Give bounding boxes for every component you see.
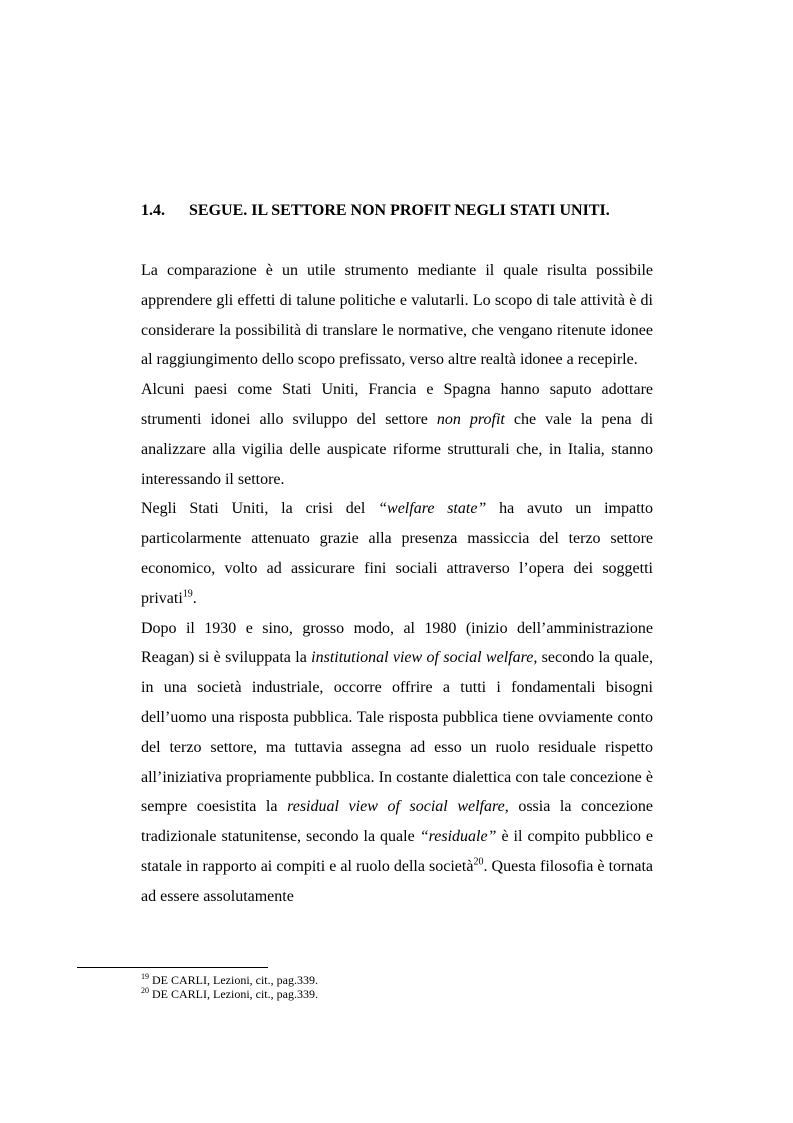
paragraph-4-text-b: secondo la quale, in una società industriale, occorre offrire a tutti i fondamentali bisogni dell’uomo una risposta pubblica. Tale risposta pubblica tiene ovviamente conto del terzo settore, ma tuttavia assegna ad esso un ruolo residuale rispetto all’iniziativa propriamente pubblica. In costante dialettica con tale concezione è sempre coesistita la [141,649,654,816]
footnote-19 [141,973,641,987]
paragraph-2-italic: non profit [436,410,505,428]
paragraph-2-text-a: Alcuni paesi come Stati Uniti, Francia e Spagna hanno saputo adottare strumenti idonei allo sviluppo del settore [141,381,653,428]
section-heading [141,200,661,222]
paragraph-2-text-b: che vale la pena di analizzare alla vigilia delle auspicate riforme strutturali che, in Italia, stanno interessando il settore. [141,410,654,488]
paragraph-4-italic-2: residual view of social welfare [287,798,505,816]
paragraph-3-text-a: Negli Stati Uniti, la crisi del [141,500,379,518]
body-text [141,256,653,912]
footnote-20 [141,987,641,1001]
footnote-ref-19[interactable]: 19 [182,588,193,600]
footnote-text: DE CARLI, Lezioni, cit., pag.339. [152,973,318,987]
paragraph-4 [141,614,653,912]
paragraph-4-italic-3: “residuale” [419,828,497,846]
paragraph-2 [141,375,653,494]
section-number: 1.4. [141,202,165,219]
footnotes [141,973,641,1001]
paragraph-3-text-c: . [192,589,197,607]
footnote-number: 20 [141,986,149,995]
paragraph-4-text-c: , ossia la concezione tradizionale statunitense, secondo la quale [141,798,654,846]
footnote-text: DE CARLI, Lezioni, cit., pag.339. [152,987,318,1001]
footnote-separator [77,967,268,968]
paragraph-3-italic: “welfare state” [378,500,487,518]
paragraph-1: La comparazione è un utile strumento mediante il quale risulta possibile apprendere gli effetti di talune politiche e valutarli. Lo scopo di tale attività è di considerare la possibilità di translare le normative, che vengano ritenute idonee al raggiungimento dello scopo prefissato, verso altre realtà idonee a recepirle. [141,262,653,369]
paragraph-3-text-b: ha avuto un impatto particolarmente attenuato grazie alla presenza massiccia del terzo settore economico, volto ad assicurare fini sociali attraverso l’opera dei soggetti privati [141,500,653,607]
footnote-ref-20[interactable]: 20 [473,856,484,868]
paragraph-4-text-a: Dopo il 1930 e sino, grosso modo, al 1980 (inizio dell’amministrazione Reagan) si è sviluppata la [141,619,653,667]
section-title: SEGUE. IL SETTORE NON PROFIT NEGLI STATI UNITI. [189,202,610,219]
paragraph-4-italic-1: institutional view of social welfare, [311,649,538,667]
paragraph-4-text-e: . Questa filosofia è tornata ad essere assolutamente [141,857,653,905]
footnote-number: 19 [141,972,149,981]
paragraph-3 [141,494,653,613]
paragraph-4-text-d: è il compito pubblico e statale in rapporto ai compiti e al ruolo della società [141,828,653,875]
